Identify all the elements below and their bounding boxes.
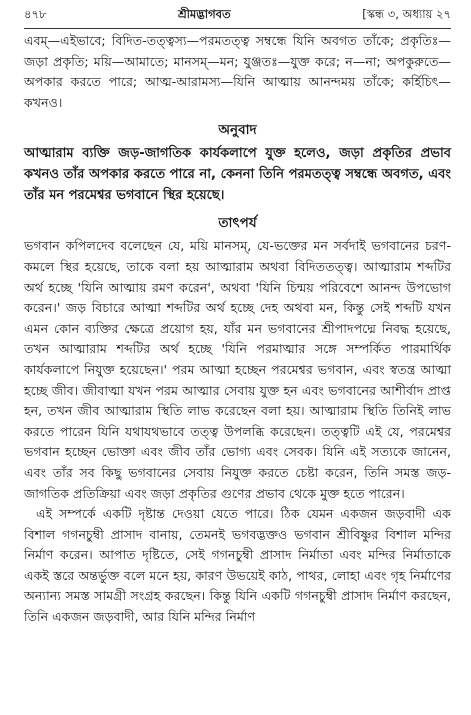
chapter-reference: [স্কন্ধ ৩, অধ্যায় ২৭	[362, 7, 451, 21]
header-rule	[24, 28, 451, 29]
translation-text: আত্মারাম ব্যক্তি জড়-জাগতিক কার্যকলাপে যুক্ত হলেও, জড়া প্রকৃতির প্রভাব কখনও তাঁর অপকার করতে পারে না, কেননা তিনি পরমতত্ত্ব সম্বন্ধে অবগত, এবং তাঁর মন পরমেশ্বর ভগবানে স্থির হয়েছে।	[24, 146, 451, 204]
page-number: ৪৭৮	[24, 7, 47, 21]
purport-paragraph-1: ভগবান কপিলদেব বলেছেন যে, ময়ি মানসম্, যে-ভক্তের মন সর্বদাই ভগবানের চরণ-কমলে স্থির হয়েছে, তাকে বলা হয় আত্মারাম অথবা বিদিততত্ত্ব। আত্মারাম শব্দটির অর্থ হচ্ছে 'যিনি আত্মায় রমণ করেন', অথবা 'যিনি চিন্ময় পরিবেশে আনন্দ উপভোগ করেন।' জড় বিচারে আত্মা শব্দটির অর্থ হচ্ছে দেহ অথবা মন, কিন্তু সেই শব্দটি যখন এমন কোন ব্যক্তির ক্ষেত্রে প্রয়োগ হয়, যাঁর মন ভগবানের শ্রীপাদপদ্মে নিবদ্ধ হয়েছে, তখন আত্মারাম শব্দটির অর্থ হচ্ছে 'যিনি পরমাত্মার সঙ্গে সম্পর্কিত পারমার্থিক কার্যকলাপে নিযুক্ত হয়েছেন।' পরম আত্মা হচ্ছেন পরমেশ্বর ভগবান, এবং স্বতন্ত্র আত্মা হচ্ছে জীব। জীবাত্মা যখন পরম আত্মার সেবায় যুক্ত হন এবং ভগবানের আশীর্বাদ প্রাপ্ত হন, তখন জীব আত্মারাম স্থিতি লাভ করেছেন বলা হয়। আত্মারাম স্থিতি তিনিই লাভ করতে পারেন যিনি যথাযথভাবে তত্ত্ব উপলব্ধি করেছেন। তত্ত্বটি এই যে, পরমেশ্বর ভগবান হচ্ছেন ভোক্তা এবং জীব তাঁর ভোগ্য এবং সেবক। যিনি এই সত্যকে জানেন, এবং তাঁর সব কিছু ভগবানের সেবায় নিযুক্ত করতে চেষ্টা করেন, তিনি সমস্ত জড়-জাগতিক প্রতিক্রিয়া এবং জড়া প্রকৃতির গুণের প্রভাব থেকে মুক্ত হতে পারেন।	[24, 238, 451, 501]
word-meanings: এবম্—এইভাবে; বিদিত-তত্ত্বস্য—পরমতত্ত্ব সম্বন্ধে যিনি অবগত তাঁকে; প্রকৃতিঃ—জড়া প্রকৃতি; ময়ি—আমাতে; মানসম্—মন; যুঞ্জতঃ—যুক্ত করে; ন—না; অপকুরুতে—অপকার করতে পারে; আত্ম-আরামস্য—যিনি আত্মায় আনন্দময় তাঁকে; কর্হিচিৎ—কখনও।	[24, 33, 451, 110]
translation-heading: অনুবাদ	[218, 122, 257, 139]
running-header	[24, 6, 451, 28]
book-title: শ্রীমদ্ভাগবত	[177, 7, 231, 21]
purport-body	[24, 236, 451, 627]
purport-heading: তাৎপর্য	[218, 215, 257, 232]
purport-paragraph-2: এই সম্পর্কে একটি দৃষ্টান্ত দেওয়া যেতে পারে। ঠিক যেমন একজন জড়বাদী এক বিশাল গগনচুম্বী প্রাসাদ বানায়, তেমনই ভগবদ্ভক্তও ভগবান শ্রীবিষ্ণুর বিশাল মন্দির নির্মাণ করেন। আপাত দৃষ্টিতে, সেই গগনচুম্বী প্রাসাদ নির্মাতা এবং মন্দির নির্মাতাকে একই স্তরে অন্তর্ভুক্ত বলে মনে হয়, কারণ উভয়েই কাঠ, পাথর, লোহা এবং গৃহ নির্মাণের অন্যান্য সমস্ত সামগ্রী সংগ্রহ করছেন। কিন্তু যিনি একটি গগনচুম্বী প্রাসাদ নির্মাণ করছেন, তিনি একজন জড়বাদী, আর যিনি মন্দির নির্মাণ	[24, 506, 451, 625]
